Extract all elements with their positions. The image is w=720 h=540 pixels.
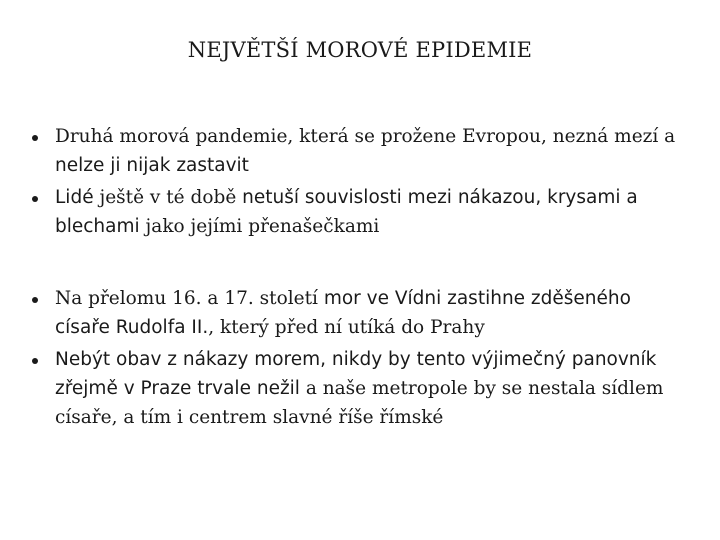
bullet-item bbox=[28, 345, 688, 432]
text-segment-bold: netuší souvislosti mezi nákazou, krysami a blechami bbox=[55, 187, 638, 237]
bullet-item bbox=[28, 183, 688, 241]
text-segment-bold: Lidé bbox=[55, 187, 94, 208]
bullet-item bbox=[28, 284, 688, 342]
text-segment: Na přelomu 16. a 17. století bbox=[55, 288, 324, 309]
text-segment-bold: Nebýt obav z nákazy morem, nikdy by tento výjimečný panovník zřejmě v Praze trvale nežil bbox=[55, 349, 657, 399]
text-segment: jako jejími přenašečkami bbox=[139, 216, 380, 237]
text-segment: , který před ní utíká do Prahy bbox=[208, 317, 485, 338]
bullet-list-bottom bbox=[28, 284, 688, 435]
bullet-text bbox=[55, 187, 638, 237]
bullet-text bbox=[55, 126, 675, 176]
text-segment: Druhá morová pandemie, která se proženе Evropou, nezná mezí a bbox=[55, 126, 676, 147]
bullet-dot-icon bbox=[32, 358, 38, 364]
slide-title: NEJVĚTŠÍ MOROVÉ EPIDEMIE bbox=[187, 38, 533, 62]
bullet-dot-icon bbox=[32, 297, 38, 303]
bullet-dot-icon bbox=[32, 196, 38, 202]
text-segment: a naše metropole by se nestala sídlem císaře, a tím i centrem slavné říše římské bbox=[55, 378, 664, 428]
text-segment-bold: mor ve Vídni zastihne zděšeného císaře Rudolfa II. bbox=[55, 288, 631, 338]
text-segment-bold: nelze ji nijak zastavit bbox=[55, 155, 249, 176]
bullet-list-top bbox=[28, 122, 688, 244]
bullet-dot-icon bbox=[32, 135, 38, 141]
bullet-text bbox=[55, 349, 663, 428]
bullet-text bbox=[55, 288, 631, 338]
bullet-item bbox=[28, 122, 688, 180]
text-segment: ještě v té době bbox=[93, 187, 243, 208]
